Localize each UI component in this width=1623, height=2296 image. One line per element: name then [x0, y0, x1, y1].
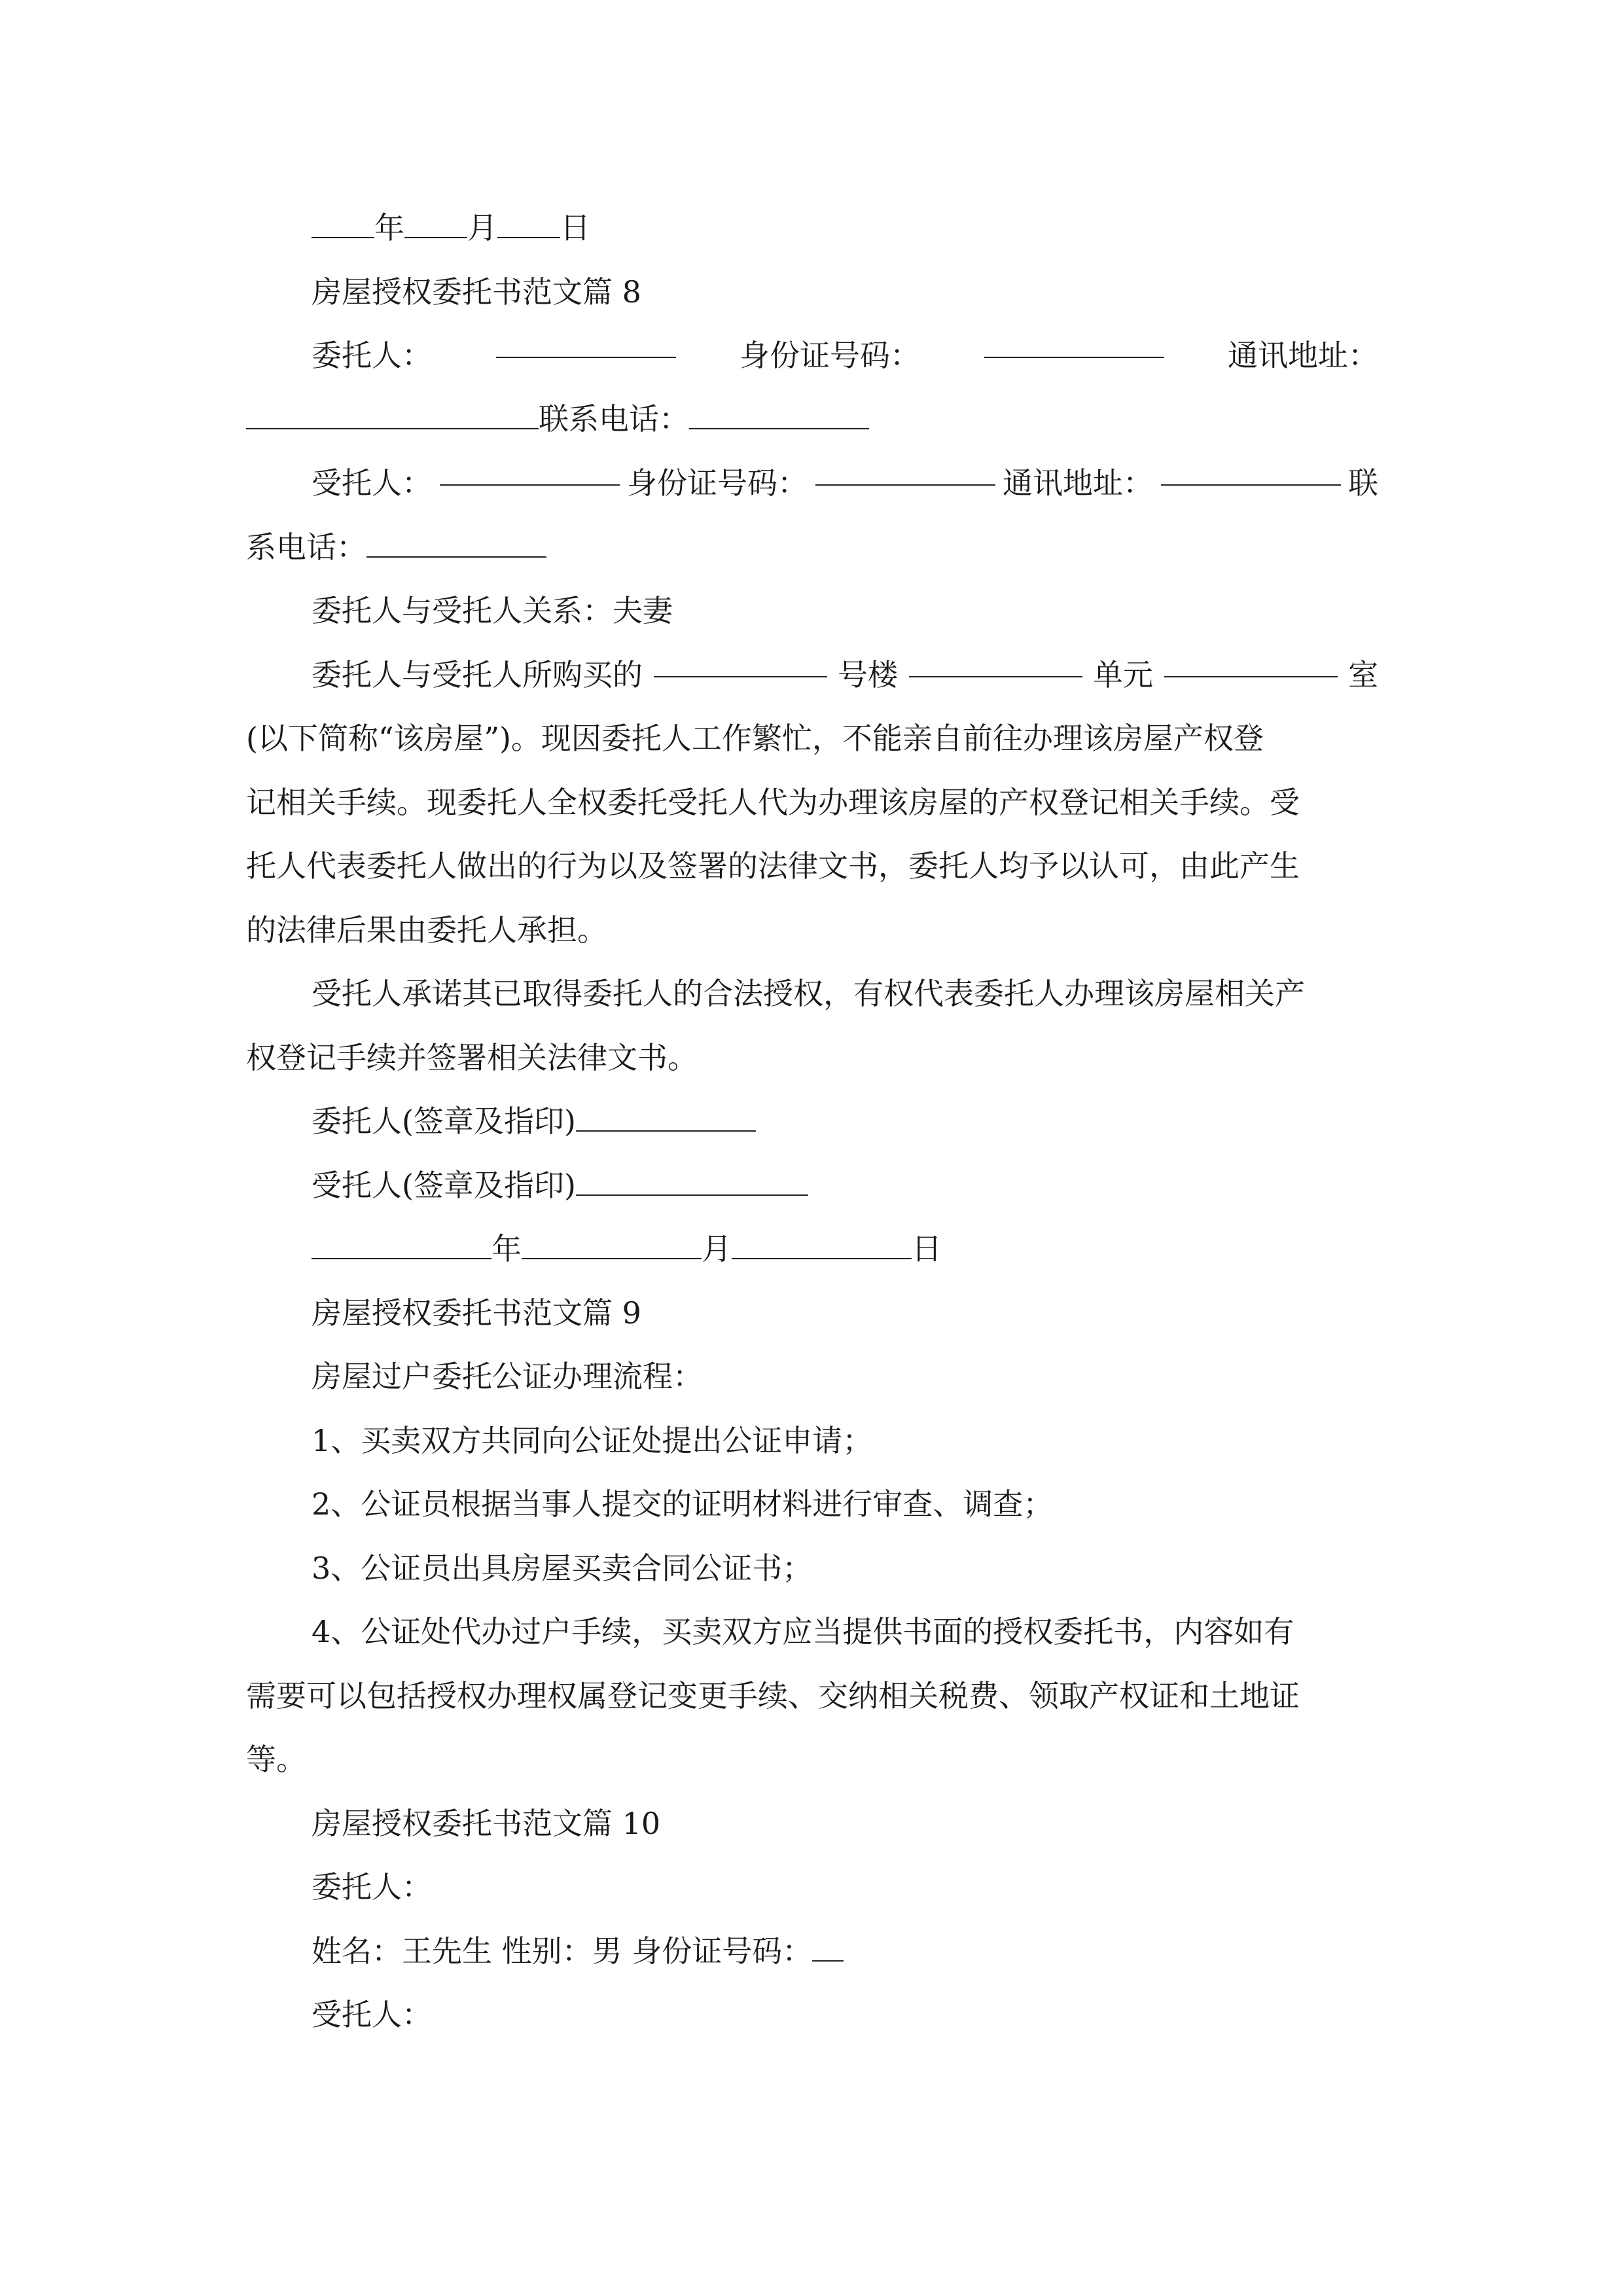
blank-field: [689, 408, 869, 429]
section-8-title: 房屋授权委托书范文篇 8: [312, 274, 641, 310]
label: 委托人：: [312, 338, 432, 373]
procedure-intro: 房屋过户委托公证办理流程：: [312, 1359, 703, 1394]
agent-signature-line: 受托人(签章及指印): [312, 1167, 1378, 1204]
section-9-title: 房屋授权委托书范文篇 9: [312, 1295, 641, 1331]
blank-field: [404, 217, 467, 238]
procedure-step-cont: 等。: [246, 1742, 306, 1777]
body-line: 记相关手续。现委托人全权委托受托人代为办理该房屋的产权登记相关手续。受: [246, 785, 1300, 820]
blank-field: [815, 465, 995, 486]
blank-field: [576, 1111, 756, 1132]
promise-line: 权登记手续并签署相关法律文书。: [246, 1040, 698, 1075]
procedure-step: 4、公证处代办过户手续，买卖双方应当提供书面的授权委托书，内容如有: [312, 1614, 1294, 1649]
body-line: 托人代表委托人做出的行为以及签署的法律文书，委托人均予以认可，由此产生: [246, 848, 1300, 884]
date-line-8: 年 月 日: [312, 1230, 1378, 1267]
blank-field: [812, 1941, 844, 1962]
blank-field: [312, 1238, 491, 1259]
blank-field: [246, 408, 539, 429]
blank-field: [1164, 656, 1338, 677]
promise-line: 受托人承诺其已取得委托人的合法授权，有权代表委托人办理该房屋相关产: [312, 976, 1305, 1011]
section-10-title: 房屋授权委托书范文篇 10: [312, 1806, 661, 1841]
blank-field: [1161, 465, 1341, 486]
label: 身份证号码：: [740, 338, 920, 373]
relation-line: 委托人与受托人关系：夫妻: [312, 593, 673, 628]
blank-field: [312, 217, 374, 238]
principal-line-2: 联系电话：: [246, 401, 1378, 437]
principal-signature-line: 委托人(签章及指印): [312, 1103, 1378, 1139]
blank-field: [440, 465, 620, 486]
procedure-step: 3、公证员出具房屋买卖合同公证书；: [312, 1551, 813, 1586]
blank-field: [576, 1175, 808, 1196]
blank-field: [654, 656, 827, 677]
blank-field: [732, 1238, 912, 1259]
blank-field: [522, 1238, 702, 1259]
blank-field: [984, 337, 1164, 358]
principal-line-1: [312, 337, 1378, 374]
agent-line-1: 受托人： 身份证号码： 通讯地址： 联: [312, 465, 1378, 501]
label: 通讯地址：: [1228, 338, 1378, 373]
blank-field: [496, 337, 676, 358]
date-line-top: 年 月 日: [312, 209, 1378, 246]
principal-info-line: 姓名：王先生 性别：男 身份证号码：: [312, 1933, 1378, 1969]
procedure-step-cont: 需要可以包括授权办理权属登记变更手续、交纳相关税费、领取产权证和土地证: [246, 1678, 1300, 1713]
blank-field: [366, 537, 546, 558]
blank-field: [909, 656, 1082, 677]
body-line: (以下简称“该房屋”)。现因委托人工作繁忙，不能亲自前往办理该房屋产权登: [246, 721, 1264, 756]
agent-label: 受托人：: [312, 1997, 432, 2032]
procedure-step: 2、公证员根据当事人提交的证明材料进行审查、调查；: [312, 1486, 1054, 1522]
purchase-line: 委托人与受托人所购买的 号楼 单元 室: [312, 657, 1378, 692]
procedure-step: 1、买卖双方共同向公证处提出公证申请；: [312, 1423, 873, 1458]
principal-label: 委托人：: [312, 1869, 432, 1905]
body-line: 的法律后果由委托人承担。: [246, 912, 607, 948]
blank-field: [497, 217, 560, 238]
agent-line-2: 系电话：: [246, 529, 1378, 565]
